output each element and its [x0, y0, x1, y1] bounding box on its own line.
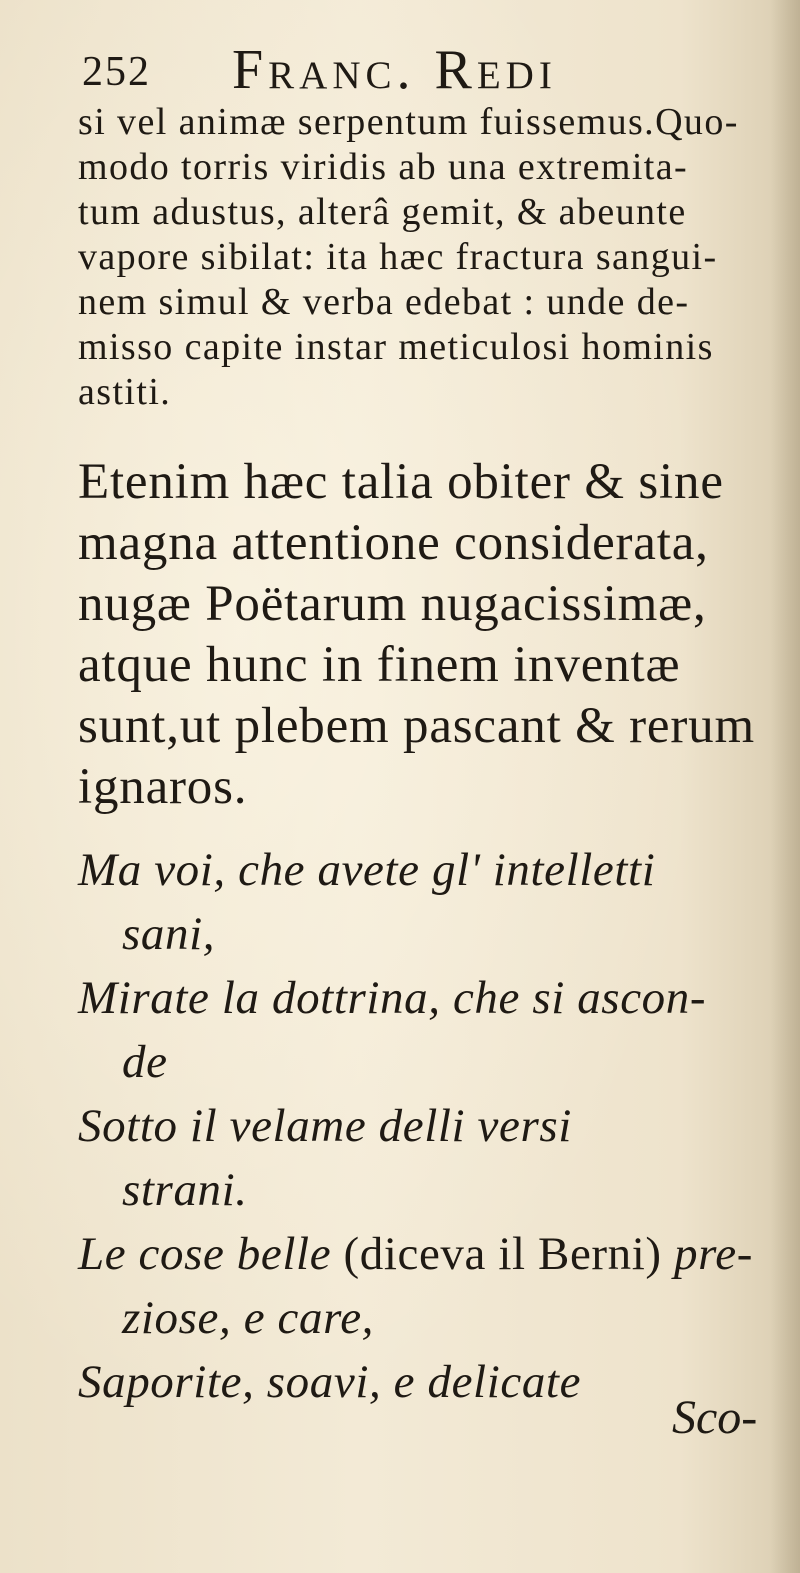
verse-fragment: pre- [661, 1228, 753, 1280]
text-line: atque hunc in finem inventæ [78, 637, 681, 693]
text-line: modo torris viridis ab una extremita- [78, 146, 689, 188]
verse-line: sani, [122, 908, 216, 960]
italian-verse [78, 838, 778, 1414]
catchword: Sco- [672, 1391, 758, 1444]
text-line: sunt,ut plebem pascant & rerum [78, 698, 755, 754]
text-line: vapore sibilat: ita hæc fractura sangui- [78, 236, 718, 278]
text-line: ignaros. [78, 759, 248, 815]
text-line: nem simul & verba edebat : unde de- [78, 281, 690, 323]
text-line: Etenim hæc talia obiter & sine [78, 454, 724, 510]
text-line: misso capite instar meticulosi hominis [78, 326, 714, 368]
verse-aside: (diceva il Berni) [343, 1228, 662, 1280]
verse-line: ziose, e care, [122, 1292, 375, 1344]
page-header [82, 36, 722, 101]
page-number: 252 [82, 49, 151, 95]
verse-line: Mirate la dottrina, che si ascon- [78, 972, 707, 1024]
text-line: nugæ Poëtarum nugacissimæ, [78, 576, 707, 632]
latin-paragraph-small [78, 100, 778, 415]
running-head: Franc. Redi [232, 39, 557, 101]
text-line: tum adustus, alterâ gemit, & abeunte [78, 191, 687, 233]
text-line: magna attentione considerata, [78, 515, 709, 571]
verse-fragment: Le cose belle [78, 1228, 344, 1280]
latin-paragraph-large [78, 452, 778, 818]
text-line: astiti. [78, 371, 172, 413]
verse-line: Saporite, soavi, e delicate [78, 1356, 582, 1408]
verse-line: Ma voi, che avete gl' intelletti [78, 844, 656, 896]
verse-line: Sotto il velame delli versi [78, 1100, 572, 1152]
verse-line [78, 1222, 778, 1286]
text-line: si vel animæ serpentum fuissemus.Quo- [78, 101, 739, 143]
verse-line: strani. [122, 1164, 248, 1216]
verse-line: de [122, 1036, 168, 1088]
